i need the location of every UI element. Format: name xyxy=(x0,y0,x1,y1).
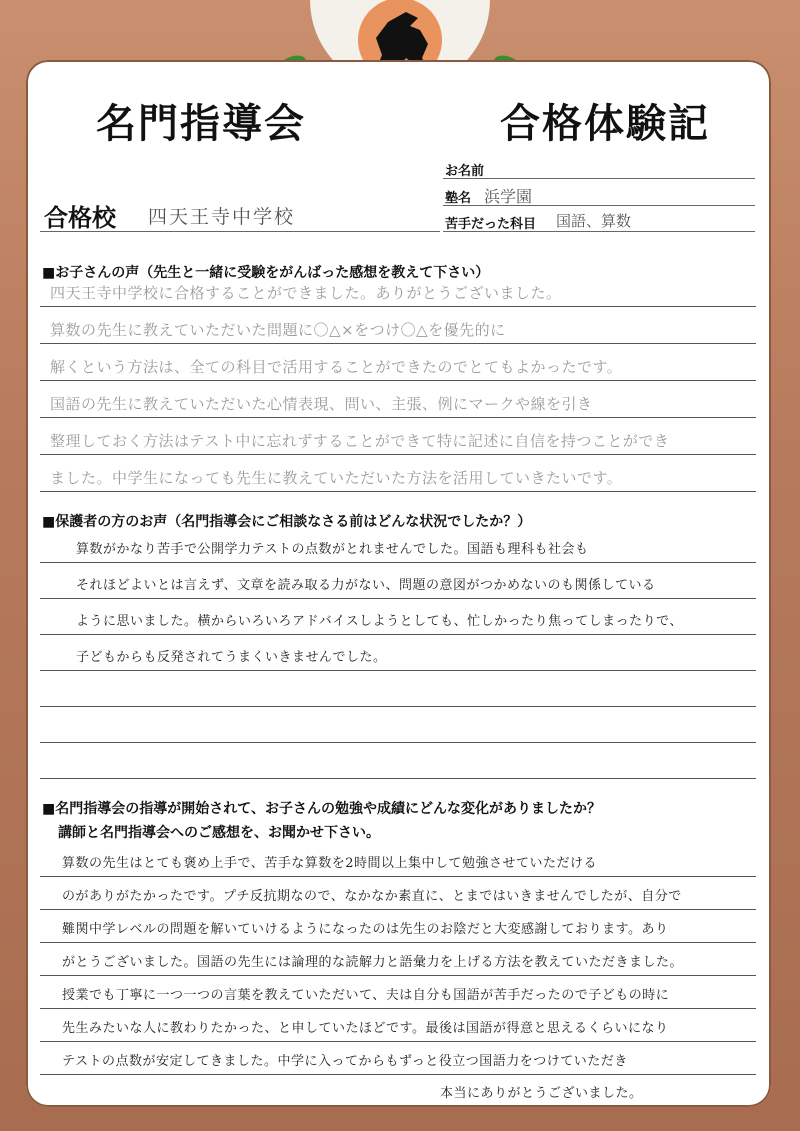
ruled-line xyxy=(40,706,756,707)
passed-school-value: 四天王寺中学校 xyxy=(148,206,296,228)
parent-voice-heading: ■保護者の方のお声（名門指導会にご相談なさる前はどんな状況でしたか？） xyxy=(42,514,532,530)
ruled-line xyxy=(40,1008,756,1009)
ruled-line xyxy=(40,975,756,976)
ruled-line xyxy=(40,942,756,943)
ruled-line xyxy=(40,909,756,910)
handwritten-line: 子どもからも反発されてうまくいきませんでした。 xyxy=(76,650,387,665)
weak-subject-value: 国語、算数 xyxy=(556,212,632,230)
passed-school-line xyxy=(40,231,440,232)
ruled-line xyxy=(40,380,756,381)
closing-line: 本当にありがとうございました。 xyxy=(440,1086,643,1101)
handwritten-line: のがありがたかったです。プチ反抗期なので、なかなか素直に、とまではいきませんでしたが、自分で xyxy=(62,889,682,904)
ruled-line xyxy=(40,1041,756,1042)
ruled-line xyxy=(40,778,756,779)
ruled-line xyxy=(40,562,756,563)
weak-subject-label: 苦手だった科目 xyxy=(445,217,537,232)
brand-title: 名門指導会 xyxy=(96,100,306,147)
handwritten-line: 四天王寺中学校に合格することができました。ありがとうございました。 xyxy=(50,284,562,302)
impression-heading: 講師と名門指導会へのご感想を、お聞かせ下さい。 xyxy=(58,825,380,841)
handwritten-line: 算数の先生はとても褒め上手で、苦手な算数を2時間以上集中して勉強させていただける xyxy=(62,856,598,871)
change-heading: ■名門指導会の指導が開始されて、お子さんの勉強や成績にどんな変化がありましたか？ xyxy=(42,801,601,817)
ruled-line xyxy=(40,670,756,671)
ruled-line xyxy=(40,417,756,418)
handwritten-line: ました。中学生になっても先生に教えていただいた方法を活用していきたいです。 xyxy=(50,469,623,487)
ruled-line xyxy=(40,1074,756,1075)
handwritten-line: 整理しておく方法はテスト中に忘れずすることができて特に記述に自信を持つことができ xyxy=(50,432,670,450)
handwritten-line: テストの点数が安定してきました。中学に入ってからもずっと役立つ国語力をつけていただき xyxy=(62,1054,628,1069)
juku-line xyxy=(443,205,755,206)
handwritten-line: 解くという方法は、全ての科目で活用することができたのでとてもよかったです。 xyxy=(50,358,623,376)
ruled-line xyxy=(40,343,756,344)
juku-value: 浜学園 xyxy=(484,187,533,206)
ruled-line xyxy=(40,742,756,743)
handwritten-line: 算数の先生に教えていただいた問題に〇△×をつけ〇△を優先的に xyxy=(50,321,506,339)
handwritten-line: 算数がかなり苦手で公開学力テストの点数がとれませんでした。国語も理科も社会も xyxy=(76,542,589,557)
name-line xyxy=(443,178,755,179)
handwritten-line: がとうございました。国語の先生には論理的な読解力と語彙力を上げる方法を教えていただきました。 xyxy=(62,955,684,970)
juku-label: 塾名 xyxy=(445,191,472,206)
ruled-line xyxy=(40,634,756,635)
ruled-line xyxy=(40,454,756,455)
weak-subject-line xyxy=(443,231,755,232)
handwritten-line: 授業でも丁寧に一つ一つの言葉を教えていただいて、夫は自分も国語が苦手だったので子どもの時に xyxy=(62,988,670,1003)
handwritten-line: 国語の先生に教えていただいた心情表現、問い、主張、例にマークや線を引き xyxy=(50,395,593,413)
handwritten-line: それほどよいとは言えず、文章を読み取る力がない、問題の意図がつかめないのも関係している xyxy=(76,578,656,593)
child-voice-heading: ■お子さんの声（先生と一緒に受験をがんばった感想を教えて下さい） xyxy=(42,265,490,281)
handwritten-line: 先生みたいな人に教わりたかった、と申していたほどです。最後は国語が得意と思えるくらいになり xyxy=(62,1021,669,1036)
handwritten-line: ように思いました。横からいろいろアドバイスしようとしても、忙しかったり焦ってしまったりで、 xyxy=(76,614,683,629)
name-label: お名前 xyxy=(445,164,485,179)
passed-school-label: 合格校 xyxy=(44,204,116,232)
ruled-line xyxy=(40,306,756,307)
page-title: 合格体験記 xyxy=(500,100,710,147)
handwritten-line: 難関中学レベルの問題を解いていけるようになったのは先生のお陰だと大変感謝しております。あり xyxy=(62,922,669,937)
ruled-line xyxy=(40,876,756,877)
ruled-line xyxy=(40,598,756,599)
ruled-line xyxy=(40,491,756,492)
